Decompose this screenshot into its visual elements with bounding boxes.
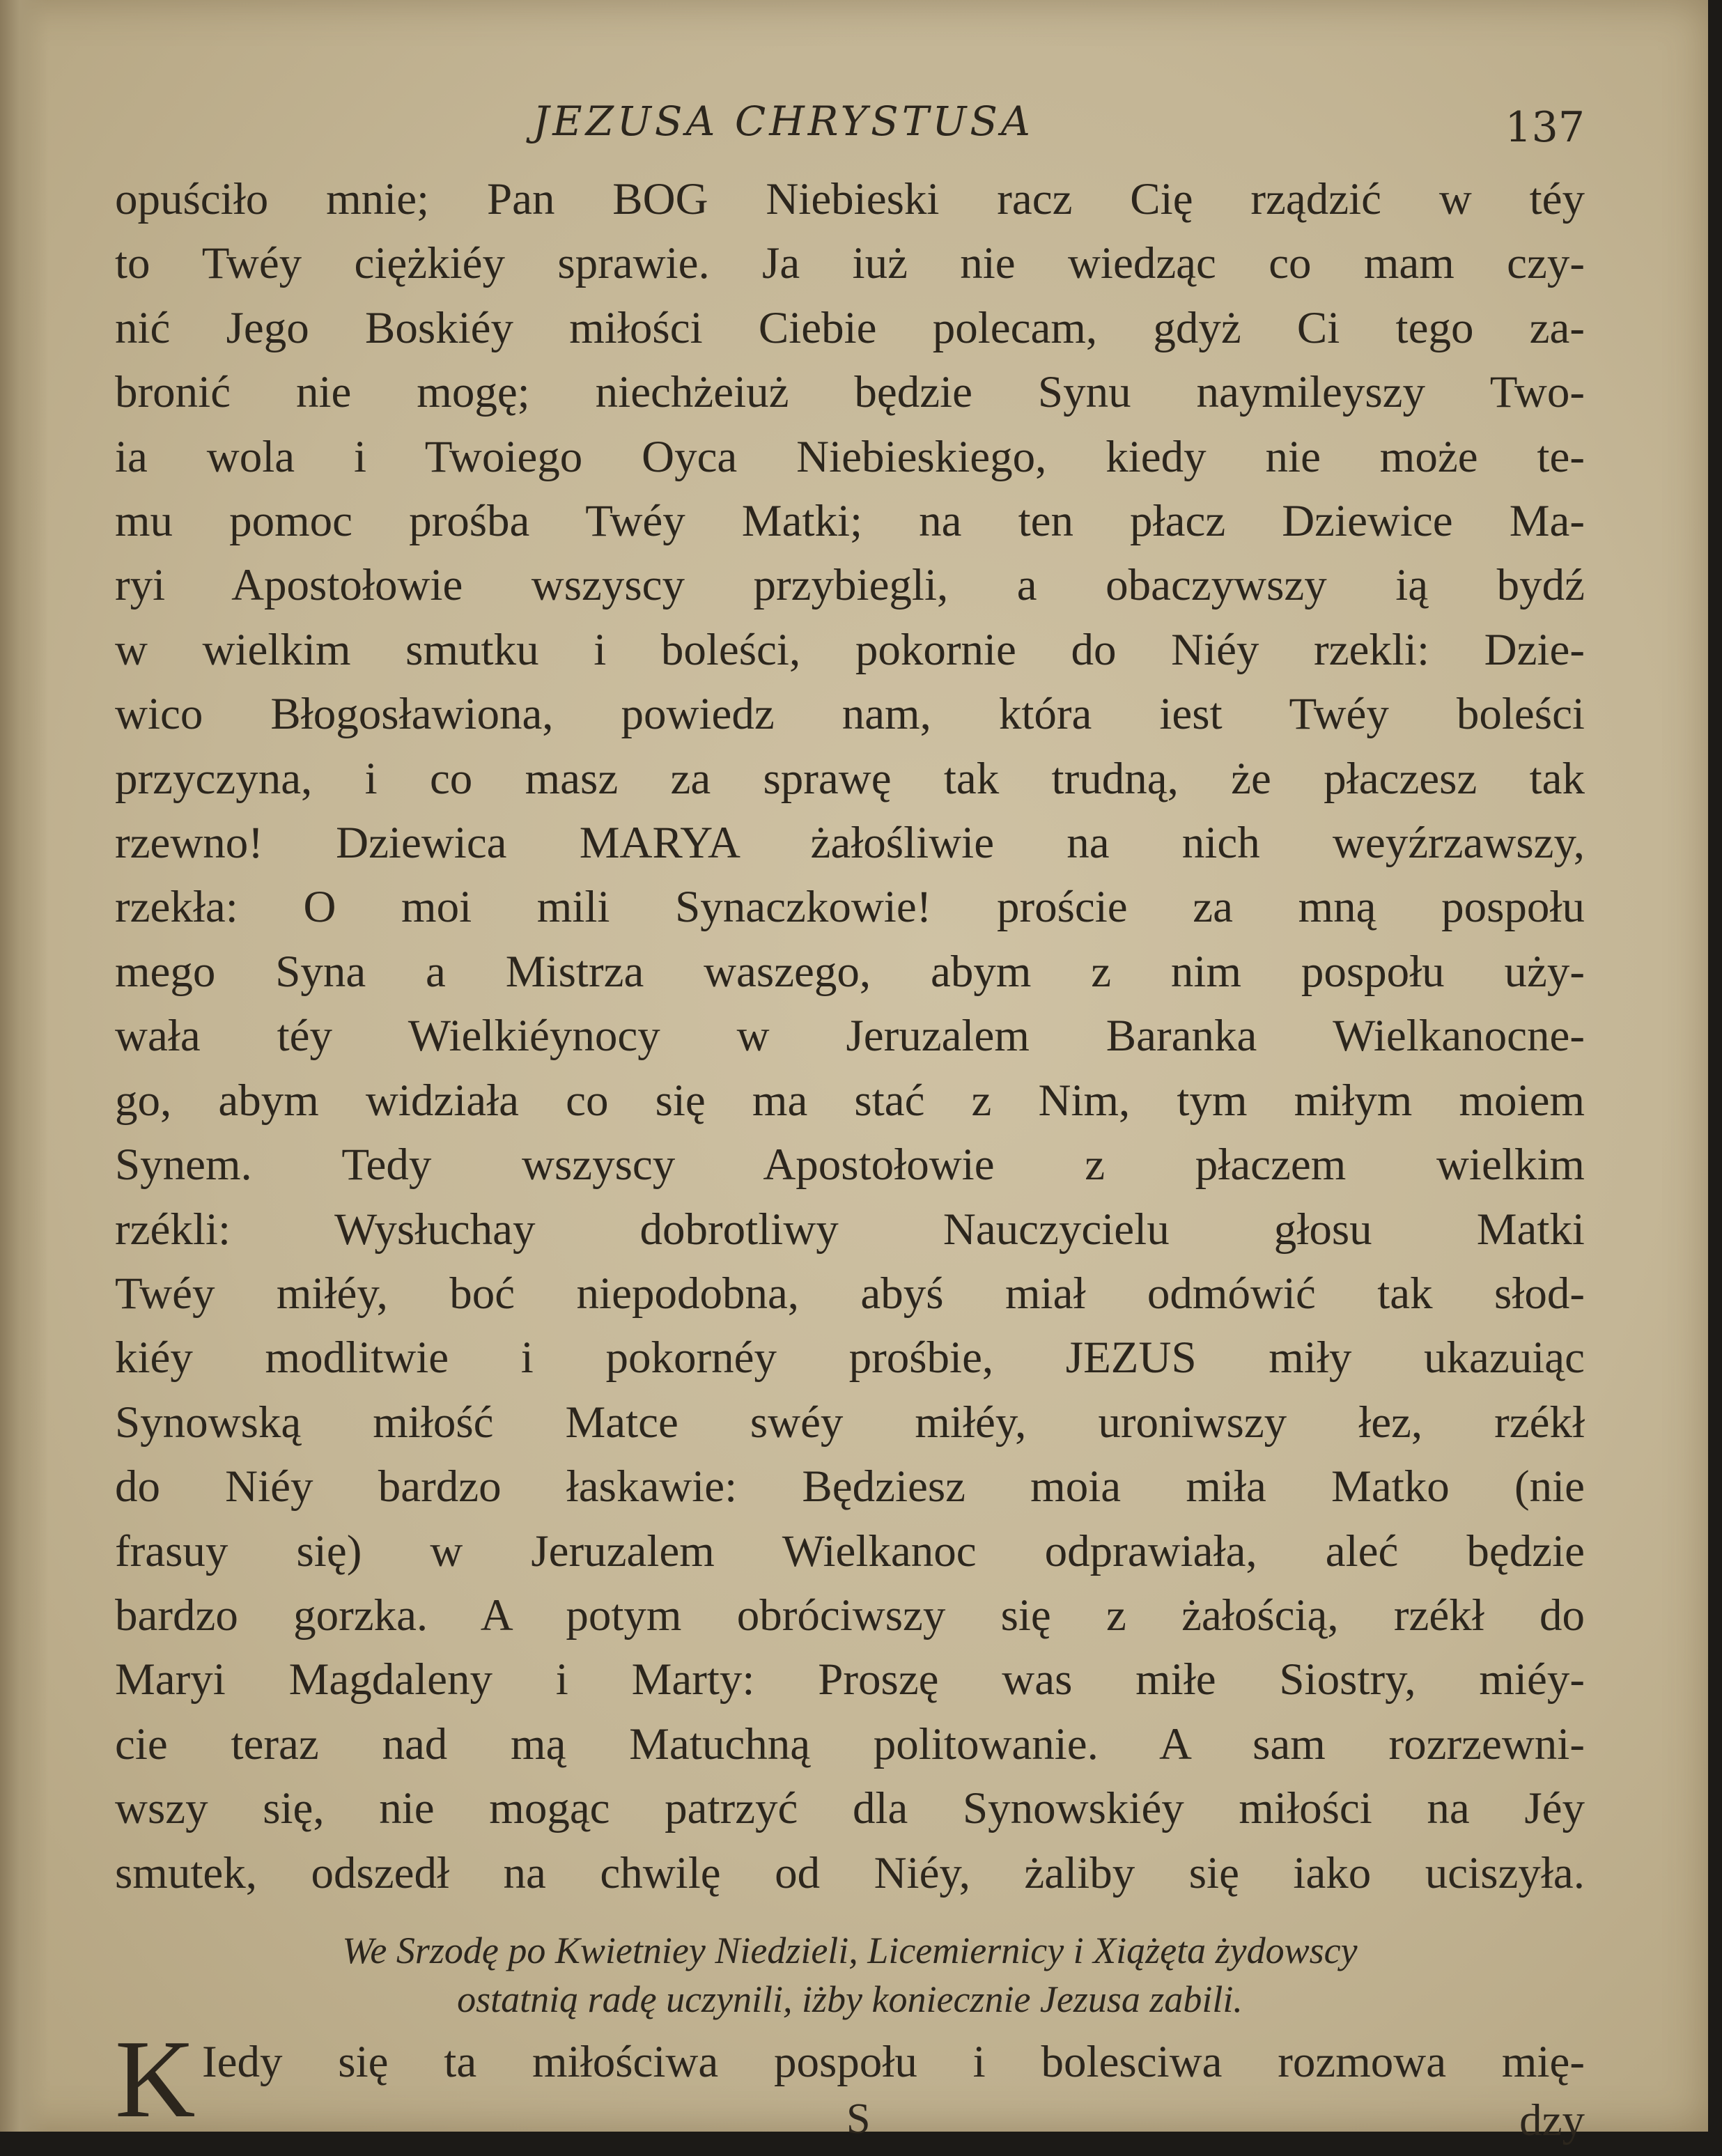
text-line: Maryi Magdaleny i Marty: Proszę was miłe Siostry, miéy- xyxy=(115,1654,1585,1705)
text-line: wszy się, nie mogąc patrzyć dla Synowskiéy miłości na Jéy xyxy=(115,1783,1585,1834)
text-line: przyczyna, i co masz za sprawę tak trudną, że płaczesz tak xyxy=(115,753,1585,804)
running-title: JEZUSA CHRYSTUSA xyxy=(533,98,1034,145)
text-line: mu pomoc prośba Twéy Matki; na ten płacz Dziewice Ma- xyxy=(115,496,1585,547)
text-line: bronić nie mogę; niechżeiuż będzie Synu naymileyszy Two- xyxy=(115,367,1585,418)
text-line: wała téy Wielkiéynocy w Jeruzalem Baranka Wielkanocne- xyxy=(115,1011,1585,1062)
signature-mark: S xyxy=(846,2095,871,2143)
text-line: wico Błogosławiona, powiedz nam, która iest Twéy boleści xyxy=(115,689,1585,740)
page-number: 137 xyxy=(1505,103,1585,152)
text-line: Synem. Tedy wszyscy Apostołowie z płaczem wielkim xyxy=(115,1140,1585,1191)
section-heading xyxy=(115,1926,1585,2024)
text-line: do Niéy bardzo łaskawie: Będziesz moia miła Matko (nie xyxy=(115,1461,1585,1512)
running-head xyxy=(115,91,1585,167)
text-block xyxy=(115,91,1585,2156)
heading-line: ostatnią radę uczynili, iżby koniecznie Jezusa zabili. xyxy=(457,1978,1243,2020)
catchword: dzy xyxy=(1519,2095,1585,2146)
text-line: ryi Apostołowie wszyscy przybiegli, a obaczywszy ią bydź xyxy=(115,560,1585,611)
text-line: ia wola i Twoiego Oyca Niebieskiego, kiedy nie może te- xyxy=(115,431,1585,482)
final-paragraph xyxy=(115,2016,1585,2156)
text-line: w wielkim smutku i boleści, pokornie do Niéy rzekli: Dzie- xyxy=(115,624,1585,675)
text-line: Synowską miłość Matce swéy miłéy, uroniwszy łez, rzékł xyxy=(115,1397,1585,1448)
text-line: Iedy się ta miłościwa pospołu i bolesciwa rozmowa mię- xyxy=(202,2036,1585,2087)
text-line: rzewno! Dziewica MARYA żałośliwie na nich weyźrzawszy, xyxy=(115,818,1585,869)
text-line: cie teraz nad mą Matuchną politowanie. A sam rozrzewni- xyxy=(115,1719,1585,1769)
text-line: frasuy się) w Jeruzalem Wielkanoc odprawiała, aleć będzie xyxy=(115,1526,1585,1576)
text-line: to Twéy ciężkiéy sprawie. Ja iuż nie wiedząc co mam czy- xyxy=(115,238,1585,289)
text-line: Twéy miłéy, boć niepodobna, abyś miał odmówić tak słod- xyxy=(115,1268,1585,1319)
text-line: bardzo gorzka. A potym obróciwszy się z żałością, rzékł do xyxy=(115,1590,1585,1641)
text-line: opuściło mnie; Pan BOG Niebieski racz Cię rządzić w téy xyxy=(115,174,1585,224)
text-line: rzekła: O moi mili Synaczkowie! proście za mną pospołu xyxy=(115,882,1585,933)
heading-line: We Srzodę po Kwietniey Niedzieli, Licemiernicy i Xiążęta żydowscy xyxy=(342,1929,1358,1971)
text-line: nić Jego Boskiéy miłości Ciebie polecam, gdyż Ci tego za- xyxy=(115,302,1585,353)
text-line: kiéy modlitwie i pokornéy prośbie, JEZUS miły ukazuiąc xyxy=(115,1333,1585,1383)
text-line: smutek, odszedł na chwilę od Niéy, żaliby się iako uciszyła. xyxy=(115,1847,1585,1898)
binding-gutter xyxy=(0,0,49,2132)
body-paragraph xyxy=(115,167,1585,1905)
text-line: go, abym widziała co się ma stać z Nim, tym miłym moiem xyxy=(115,1075,1585,1126)
text-line: mego Syna a Mistrza waszego, abym z nim pospołu uży- xyxy=(115,946,1585,997)
text-line: rzékli: Wysłuchay dobrotliwy Nauczycielu głosu Matki xyxy=(115,1204,1585,1255)
drop-cap: K xyxy=(115,2016,196,2141)
